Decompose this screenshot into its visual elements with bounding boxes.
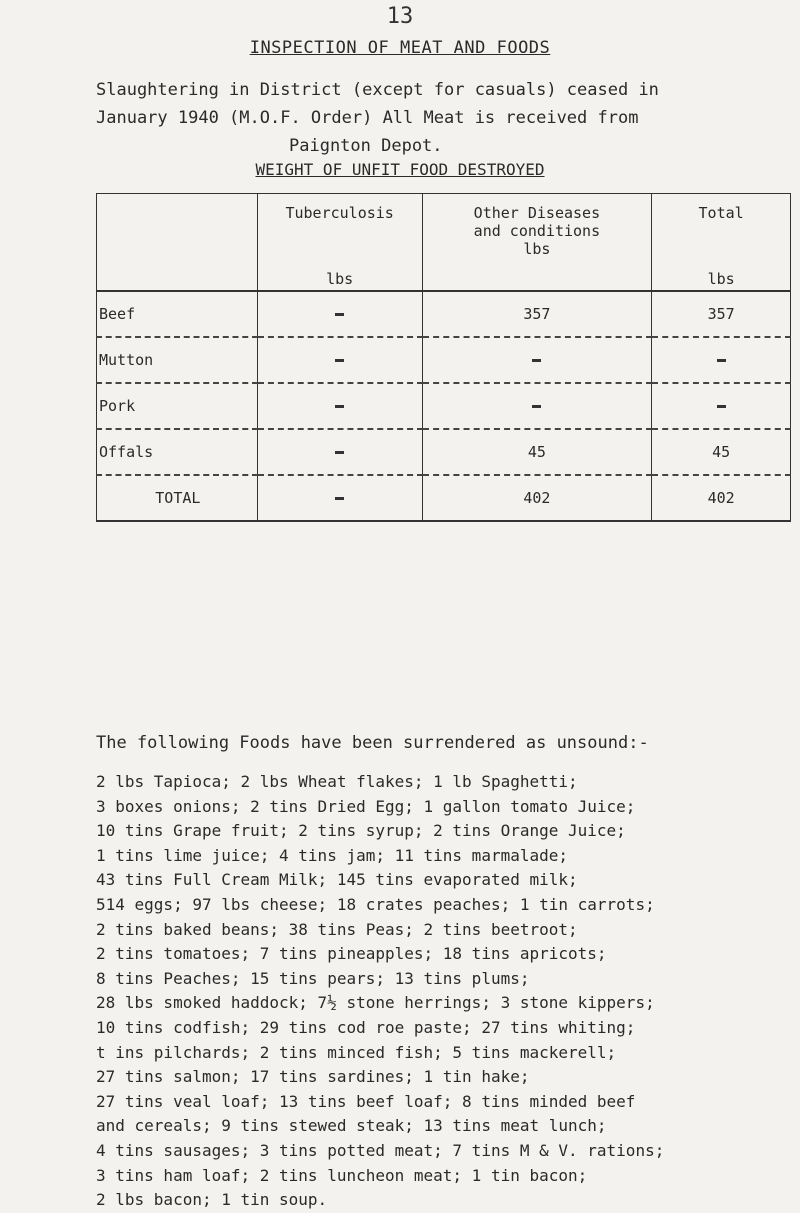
list-line: 4 tins sausages; 3 tins potted meat; 7 tins M & V. rations; [96,1140,665,1160]
list-line: and cereals; 9 tins stewed steak; 13 tins meat lunch; [96,1116,607,1136]
cell-tuberculosis [257,383,422,429]
unfit-food-table [96,193,791,522]
table-row-offals [97,429,791,475]
page-heading: INSPECTION OF MEAT AND FOODS [249,38,551,58]
header-other-label-1: Other Diseases [473,204,601,222]
unsound-foods-list [96,770,796,1213]
header-other-unit: lbs [523,240,551,258]
intro-line: Paignton Depot. [289,136,443,156]
dash-mark [335,451,344,454]
intro-line: January 1940 (M.O.F. Order) All Meat is received from [96,108,639,128]
list-line: 2 lbs Tapioca; 2 lbs Wheat flakes; 1 lb Spaghetti; [96,772,578,791]
cell-other: 402 [422,475,652,521]
header-tuberculosis-unit: lbs [326,270,354,288]
list-line: 2 tins baked beans; 38 tins Peas; 2 tins beetroot; [96,919,578,939]
cell-tuberculosis [257,475,422,521]
list-line: 514 eggs; 97 lbs cheese; 18 crates peaches; 1 tin carrots; [96,894,655,914]
list-line: 3 tins ham loaf; 2 tins luncheon meat; 1 tin bacon; [96,1165,588,1185]
cell-tuberculosis [257,429,422,475]
header-blank [97,194,258,292]
header-tuberculosis [257,194,422,292]
table-row-total [97,475,791,521]
cell-total: 357 [652,291,791,337]
dash-mark [532,405,541,408]
cell-tuberculosis [257,337,422,383]
dash-mark [335,359,344,362]
list-line: 43 tins Full Cream Milk; 145 tins evaporated milk; [96,870,578,890]
list-line: 10 tins Grape fruit; 2 tins syrup; 2 tins Orange Juice; [96,821,626,841]
cell-tuberculosis [257,291,422,337]
list-line: 2 lbs bacon; 1 tin soup. [96,1190,328,1210]
header-total-label: Total [698,204,744,222]
header-total-unit: lbs [707,270,735,288]
list-line: 2 tins tomatoes; 7 tins pineapples; 18 tins apricots; [96,944,607,964]
row-label: Offals [97,429,258,475]
header-other [422,194,652,292]
cell-total [652,337,791,383]
cell-total [652,383,791,429]
list-line: t ins pilchards; 2 tins minced fish; 5 tins mackerell; [96,1042,617,1062]
header-tuberculosis-label: Tuberculosis [285,204,394,222]
table-header-row [97,194,791,292]
table-row-mutton [97,337,791,383]
cell-other: 45 [422,429,652,475]
row-label: Mutton [97,337,258,383]
list-line: 1 tins lime juice; 4 tins jam; 11 tins marmalade; [96,845,569,865]
cell-other: 357 [422,291,652,337]
list-line: 3 boxes onions; 2 tins Dried Egg; 1 gallon tomato Juice; [96,796,636,816]
table-row-beef [97,291,791,337]
table-title: WEIGHT OF UNFIT FOOD DESTROYED [255,160,545,179]
dash-mark [532,359,541,362]
dash-mark [717,405,726,408]
list-line: 28 lbs smoked haddock; 7½ stone herrings; 3 stone kippers; [96,993,655,1013]
cell-total: 402 [652,475,791,521]
cell-total: 45 [652,429,791,475]
dash-mark [717,359,726,362]
page-number: 13 [386,4,414,29]
list-line: 27 tins veal loaf; 13 tins beef loaf; 8 tins minded beef [96,1091,636,1111]
cell-other [422,383,652,429]
list-line: 10 tins codfish; 29 tins cod roe paste; 27 tins whiting; [96,1017,636,1037]
row-label: TOTAL [97,475,258,521]
table-row-pork [97,383,791,429]
dash-mark [335,497,344,500]
intro-paragraph [96,76,776,160]
intro-line: Slaughtering in District (except for casuals) ceased in [96,80,659,100]
dash-mark [335,313,344,316]
list-line: 8 tins Peaches; 15 tins pears; 13 tins plums; [96,968,530,988]
row-label: Beef [97,291,258,337]
dash-mark [335,405,344,408]
header-other-label-2: and conditions [473,222,601,240]
list-line: 27 tins salmon; 17 tins sardines; 1 tin hake; [96,1067,530,1087]
cell-other [422,337,652,383]
header-total [652,194,791,292]
unsound-foods-intro: The following Foods have been surrendered as unsound:- [96,733,649,753]
row-label: Pork [97,383,258,429]
